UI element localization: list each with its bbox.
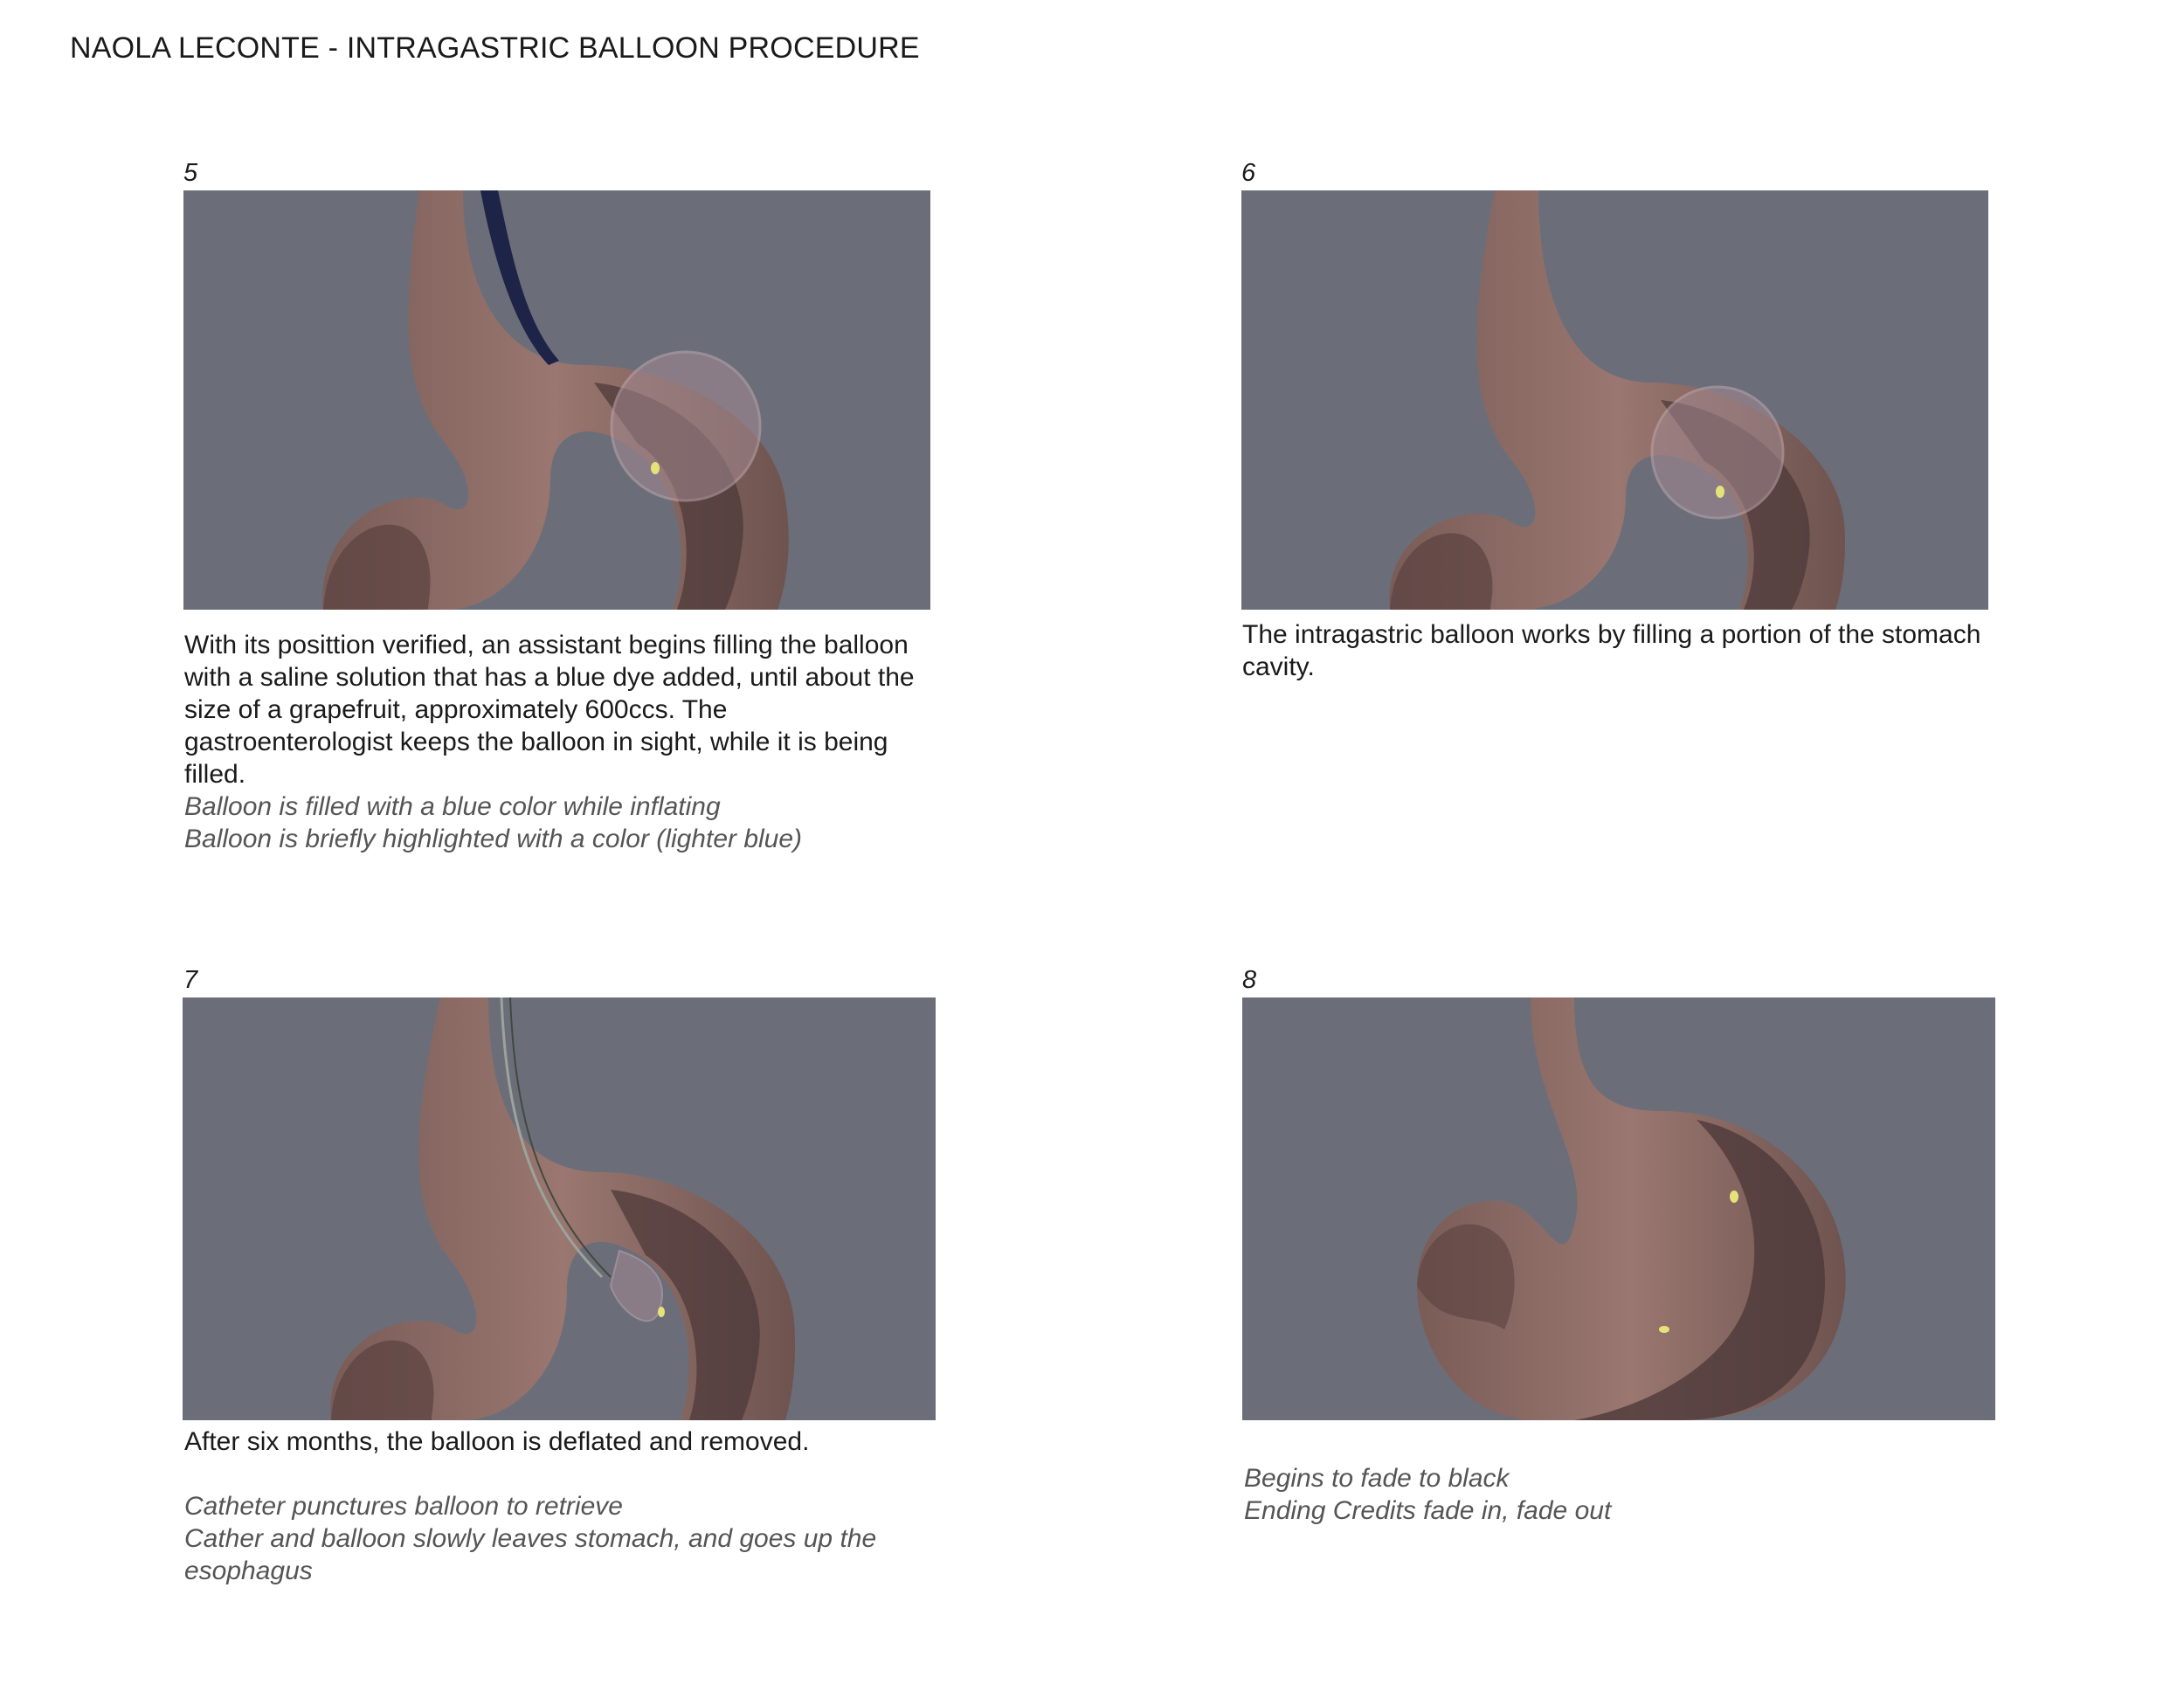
frame-caption: After six months, the balloon is deflated and removed.	[184, 1427, 810, 1456]
frame-caption: With its posittion verified, an assistant begins filling the balloon with a saline solution that has a blue dye added, until about the size of a grapefruit, approximately 600ccs. The gastroenterologist keeps the balloon in sight, while it is being filled.	[184, 631, 915, 789]
frame-number: 6	[1241, 159, 1256, 187]
frame-note: Begins to fade to black	[1244, 1464, 1510, 1493]
frame-image-stomach-balloon-removal	[183, 997, 936, 1420]
frame-image-stomach-empty	[1242, 997, 1995, 1420]
frame-number: 8	[1242, 966, 1257, 994]
frame-number: 7	[183, 966, 198, 994]
frame-note: Ending Credits fade in, fade out	[1244, 1496, 1612, 1525]
frame-note: Balloon is briefly highlighted with a color (lighter blue)	[184, 825, 803, 853]
frame-note: Cather and balloon slowly leaves stomach, and goes up the esophagus	[184, 1524, 877, 1585]
frame-number: 5	[183, 159, 198, 187]
frame-note: Catheter punctures balloon to retrieve	[184, 1492, 623, 1521]
frame-caption-block	[1244, 1462, 1995, 1527]
frame-caption-block	[184, 629, 936, 855]
frame-note: Balloon is filled with a blue color while inflating	[184, 792, 721, 821]
frame-image-stomach-balloon-filling	[183, 190, 930, 610]
frame-caption-block	[184, 1425, 953, 1587]
frame-caption-block	[1242, 618, 1994, 683]
frame-image-stomach-balloon-filled	[1241, 190, 1988, 610]
frame-caption: The intragastric balloon works by filling a portion of the stomach cavity.	[1242, 620, 1981, 681]
page-title: NAOLA LECONTE - INTRAGASTRIC BALLOON PROCEDURE	[70, 31, 920, 65]
